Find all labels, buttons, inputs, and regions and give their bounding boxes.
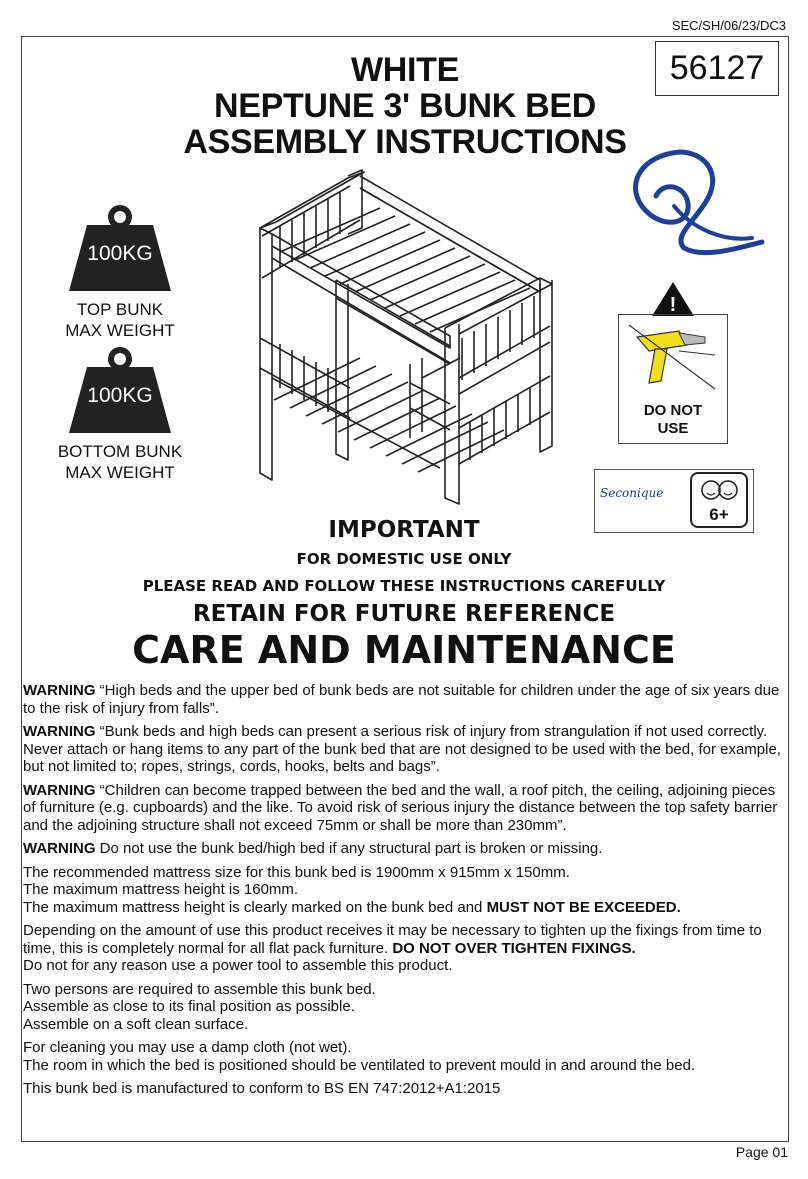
warning-text: Do not use the bunk bed/high bed if any structural part is broken or missing. <box>95 840 603 857</box>
drill-icon <box>619 315 725 400</box>
do-not-use-line-1: DO NOT <box>643 402 703 419</box>
warning-label: WARNING <box>23 781 96 799</box>
warning-label: WARNING <box>23 840 96 857</box>
do-not-use-line-2: USE <box>657 420 689 437</box>
warning-paragraph <box>23 782 791 835</box>
assembly-surface: Assemble on a soft clean surface. <box>23 1015 249 1033</box>
document-code: SEC/SH/06/23/DC3 <box>671 18 786 33</box>
title-line-1: WHITE <box>350 51 460 89</box>
mattress-height: The maximum mattress height is 160mm. <box>23 881 299 898</box>
mattress-size: The recommended mattress size for this bunk bed is 1900mm x 915mm x 150mm. <box>23 863 570 881</box>
top-bunk-weight-value: 100KG <box>87 242 153 265</box>
bottom-bunk-weight <box>40 347 200 483</box>
warning-text: “High beds and the upper bed of bunk beds are not suitable for children under the age of six years due to the risk of injury from falls”. <box>23 682 780 717</box>
children-faces-icon <box>692 474 746 504</box>
age-rating-text: 6+ <box>709 505 729 524</box>
bottom-bunk-weight-value: 100KG <box>87 384 153 407</box>
bunk-bed-illustration <box>240 168 560 508</box>
warning-text: “Children can become trapped between the bed and the wall, a roof pitch, the ceiling, adjoining pieces of furniture (e.g. cupboards) and the like. To avoid risk of serious injury the distance between the top safety barrier and the adjoining structure shall not exceed 75mm or shall be more than 230mm”. <box>23 781 778 834</box>
seconique-s-logo <box>612 146 772 256</box>
assembly-paragraph <box>23 981 791 1034</box>
power-tool-text: Do not for any reason use a power tool to assemble this product. <box>23 957 453 974</box>
bottom-bunk-label: BOTTOM BUNK <box>57 442 183 461</box>
cleaning-paragraph <box>23 1039 791 1074</box>
mattress-not-exceeded: MUST NOT BE EXCEEDED. <box>486 898 681 916</box>
page-title <box>100 52 710 160</box>
cleaning-text: For cleaning you may use a damp cloth (not wet). <box>23 1039 352 1056</box>
warning-paragraph <box>23 682 791 717</box>
top-bunk-label: TOP BUNK <box>76 300 164 319</box>
title-line-3: ASSEMBLY INSTRUCTIONS <box>183 123 627 161</box>
do-not-use-label <box>618 402 728 438</box>
fixings-warning: DO NOT OVER TIGHTEN FIXINGS. <box>392 939 636 957</box>
assembly-persons: Two persons are required to assemble this bunk bed. <box>23 980 376 998</box>
heading-read-instructions: PLEASE READ AND FOLLOW THESE INSTRUCTIONS CAREFULLY <box>142 577 666 595</box>
page-number: Page 01 <box>735 1144 788 1160</box>
heading-care-maintenance: CARE AND MAINTENANCE <box>132 628 676 672</box>
ventilation-text: The room in which the bed is positioned should be ventilated to prevent mould in and around the bed. <box>23 1056 696 1074</box>
care-text-body <box>23 682 791 1104</box>
standard-paragraph: This bunk bed is manufactured to conform to BS EN 747:2012+A1:2015 <box>23 1080 501 1097</box>
mattress-marked: The maximum mattress height is clearly marked on the bunk bed and <box>23 898 487 916</box>
heading-domestic: FOR DOMESTIC USE ONLY <box>296 550 512 568</box>
top-bunk-max-label: MAX WEIGHT <box>65 321 175 340</box>
heading-retain: RETAIN FOR FUTURE REFERENCE <box>192 601 616 627</box>
mattress-paragraph <box>23 864 791 917</box>
warning-label: WARNING <box>23 682 96 699</box>
warning-paragraph <box>23 723 791 776</box>
warning-exclamation: ! <box>669 294 677 316</box>
top-bunk-weight <box>40 205 200 341</box>
bottom-bunk-max-label: MAX WEIGHT <box>65 463 175 482</box>
heading-important: IMPORTANT <box>328 517 480 543</box>
assembly-position: Assemble as close to its final position as possible. <box>23 998 355 1015</box>
title-line-2: NEPTUNE 3' BUNK BED <box>213 87 597 125</box>
warning-label: WARNING <box>23 723 96 740</box>
fixings-paragraph <box>23 922 791 975</box>
seconique-brand: Seconique <box>600 486 664 500</box>
fixings-text: Depending on the amount of use this product receives it may be necessary to tighten up the fixings from time to time, this is completely normal for all flat pack furniture. <box>23 922 762 957</box>
product-code-box: 56127 <box>655 41 779 96</box>
warning-text: “Bunk beds and high beds can present a serious risk of injury from strangulation if not used correctly. Never attach or hang items to any part of the bunk bed that are not designed to be used with the bed, for example, but not limited to; ropes, strings, cords, hooks, belts and bags”. <box>23 723 781 775</box>
warning-paragraph <box>23 840 791 858</box>
